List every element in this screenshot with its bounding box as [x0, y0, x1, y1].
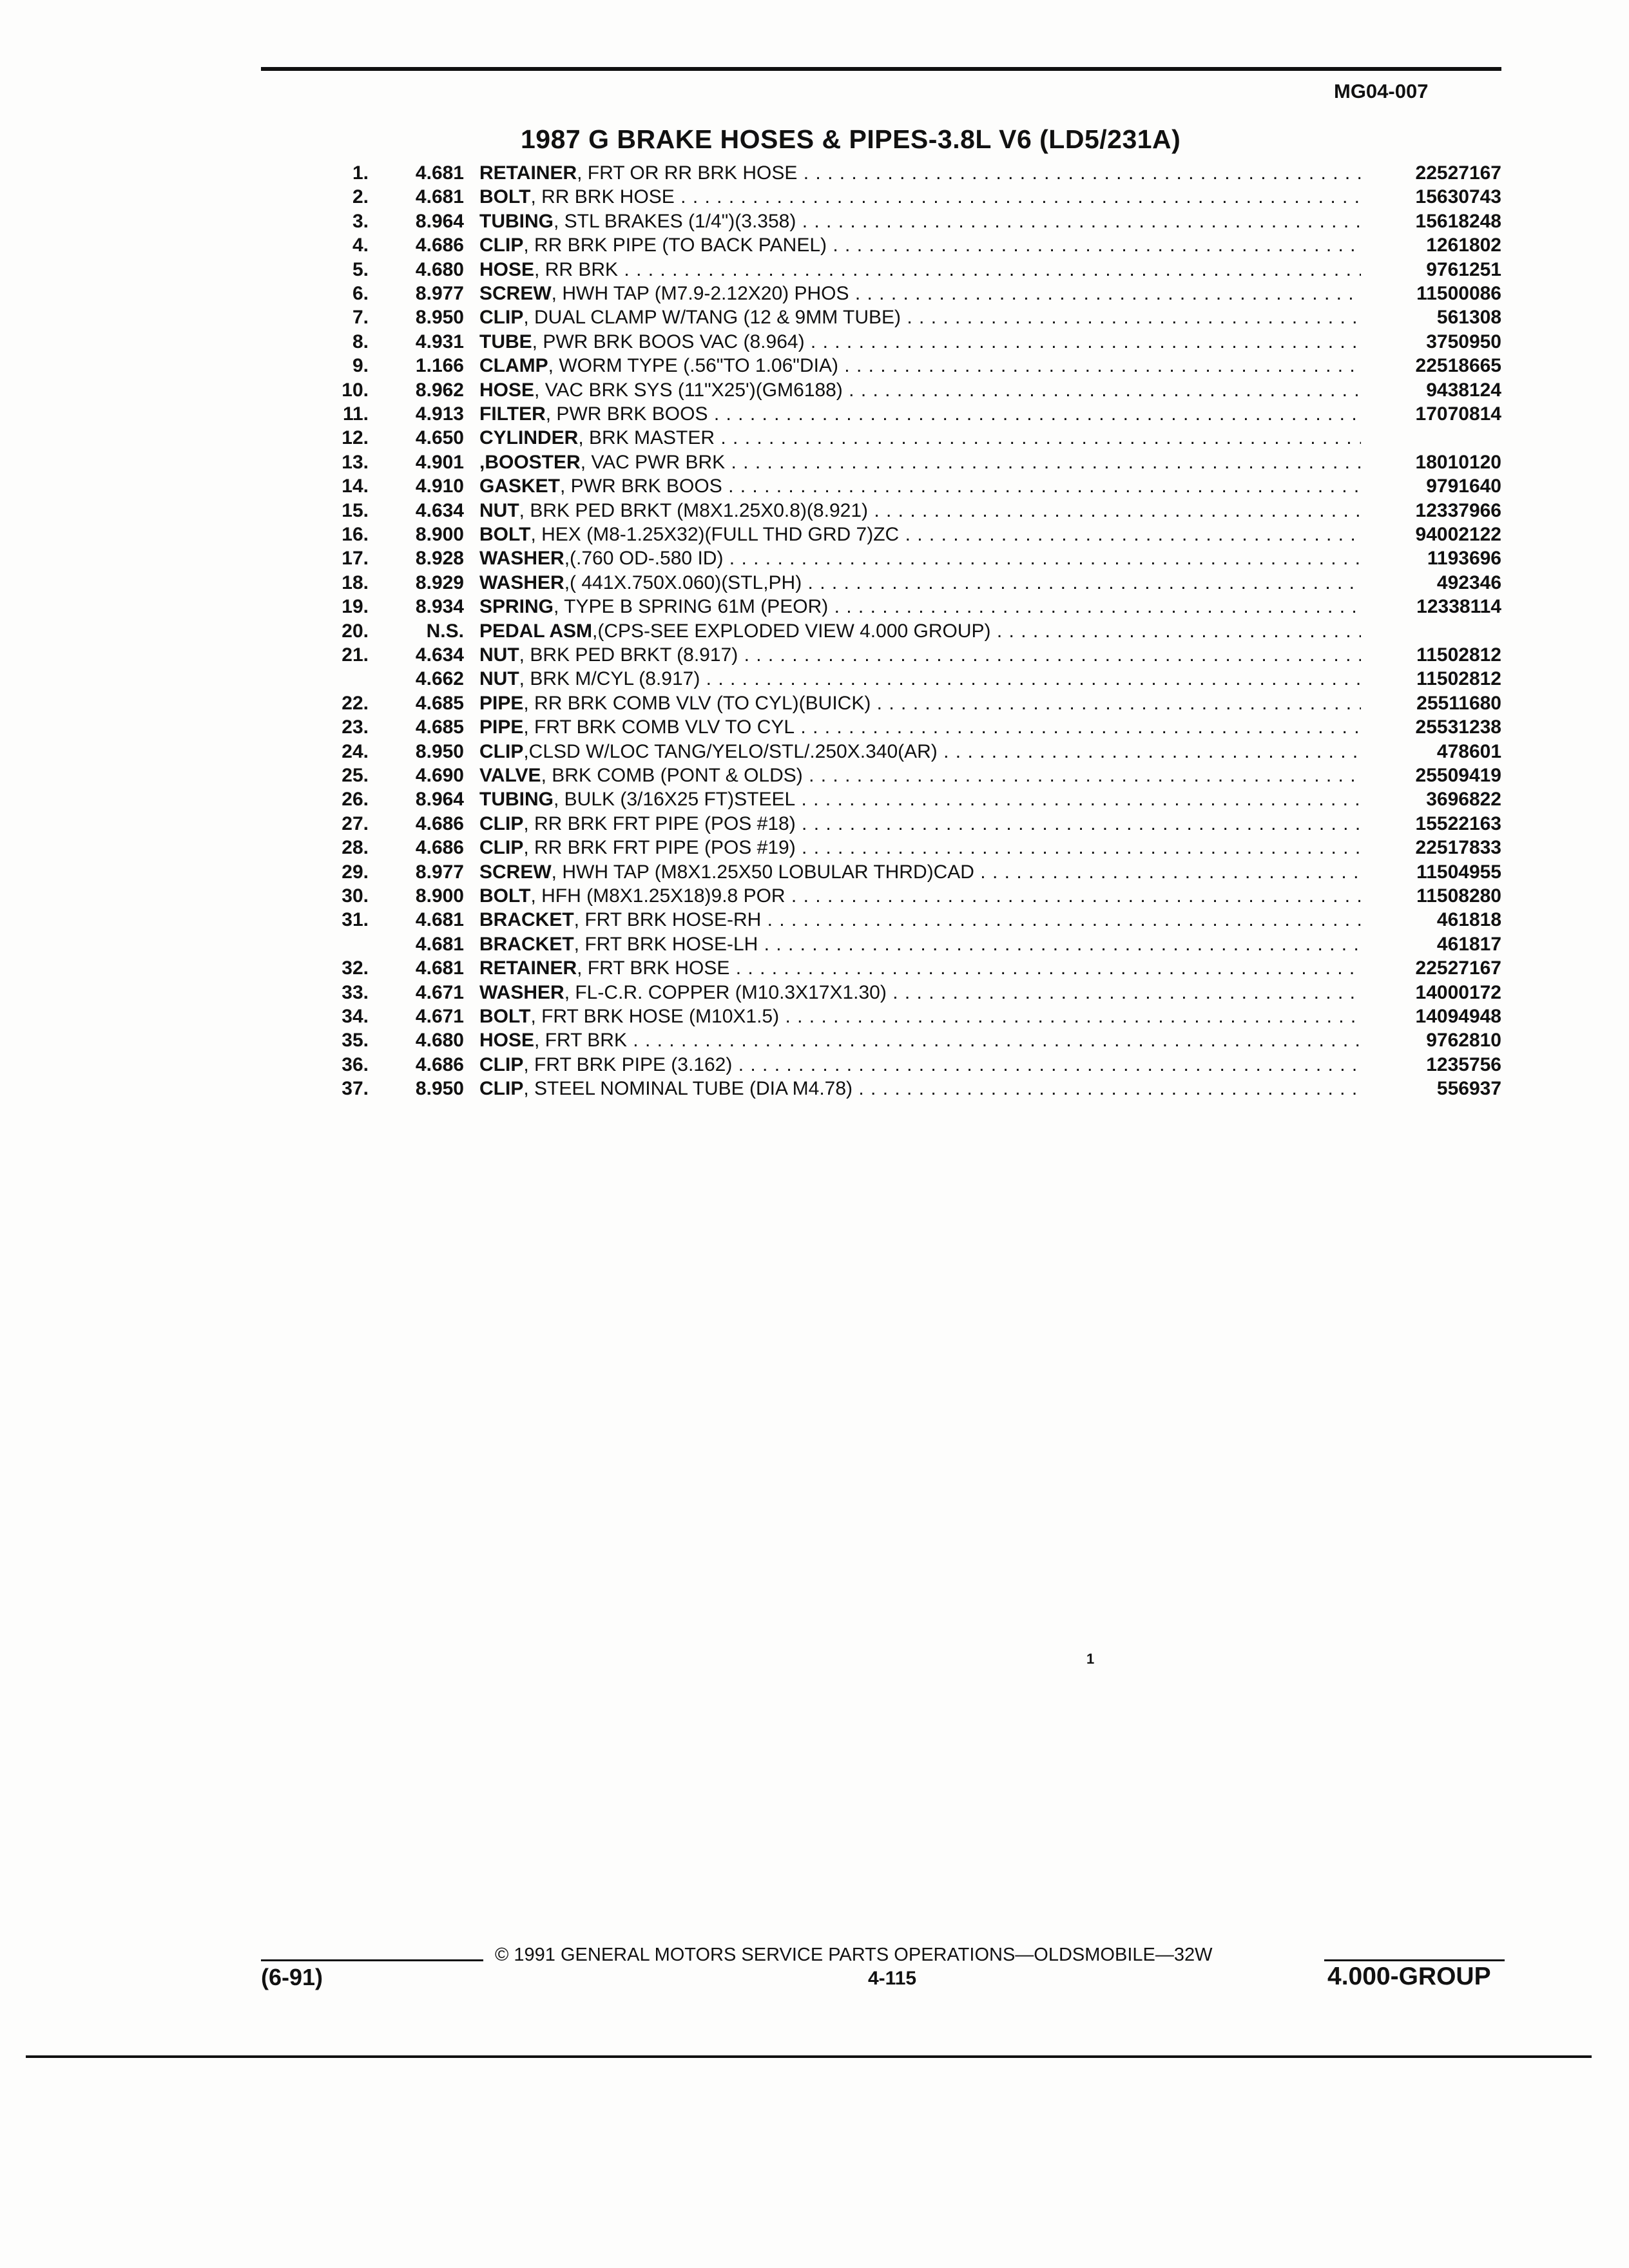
- part-name: CLIP: [479, 837, 524, 858]
- stray-mark: 1: [1086, 1651, 1095, 1667]
- part-number: 3750950: [1426, 331, 1501, 352]
- part-detail: , DUAL CLAMP W/TANG (12 & 9MM TUBE): [523, 307, 901, 328]
- part-row: [0, 764, 1629, 787]
- part-number: 556937: [1436, 1078, 1501, 1099]
- part-description: [479, 812, 1361, 836]
- footer-group: 4.000-GROUP: [1327, 1963, 1491, 1990]
- part-description: [479, 258, 1361, 282]
- part-item-number: 20.: [342, 620, 369, 642]
- part-group-code: 4.671: [415, 982, 464, 1003]
- part-description: [479, 354, 1361, 378]
- part-item-number: 33.: [342, 982, 369, 1003]
- part-row: [0, 1004, 1629, 1028]
- part-row: [0, 474, 1629, 498]
- part-item-number: 21.: [342, 644, 369, 666]
- part-item-number: 11.: [342, 403, 369, 425]
- part-row: [0, 1053, 1629, 1077]
- part-description: [479, 836, 1361, 860]
- part-detail: , RR BRK COMB VLV (TO CYL)(BUICK): [523, 693, 871, 714]
- part-detail: , HEX (M8-1.25X32)(FULL THD GRD 7)ZC: [530, 524, 900, 545]
- part-description: [479, 185, 1361, 209]
- part-group-code: 4.690: [415, 765, 464, 786]
- part-name: CYLINDER: [479, 427, 579, 448]
- footer-copyright: © 1991 GENERAL MOTORS SERVICE PARTS OPERATIONS—OLDSMOBILE—32W: [495, 1945, 1213, 1965]
- part-detail: , PWR BRK BOOS VAC (8.964): [532, 331, 805, 352]
- part-number: 12337966: [1415, 500, 1501, 521]
- part-row: [0, 305, 1629, 329]
- part-detail: , HWH TAP (M7.9-2.12X20) PHOS: [551, 283, 849, 304]
- part-number: 15522163: [1415, 813, 1501, 834]
- part-row: [0, 330, 1629, 354]
- part-group-code: 8.934: [415, 596, 464, 617]
- part-number: 478601: [1436, 741, 1501, 762]
- part-number: 11502812: [1416, 668, 1501, 689]
- part-row: [0, 812, 1629, 836]
- part-name: NUT: [479, 668, 519, 689]
- part-description: [479, 209, 1361, 233]
- part-row: [0, 185, 1629, 209]
- part-name: CLAMP: [479, 355, 548, 376]
- part-row: [0, 884, 1629, 908]
- part-group-code: 8.964: [415, 211, 464, 232]
- part-name: BOLT: [479, 524, 531, 545]
- part-number: 1235756: [1426, 1054, 1501, 1075]
- part-group-code: 4.671: [415, 1006, 464, 1027]
- part-item-number: 14.: [342, 476, 369, 497]
- part-name: GASKET: [479, 476, 561, 497]
- part-number: 3696822: [1426, 789, 1501, 810]
- part-group-code: 4.634: [415, 644, 464, 666]
- part-group-code: 4.913: [415, 403, 464, 425]
- part-description: [479, 1004, 1361, 1028]
- part-row: [0, 450, 1629, 474]
- part-item-number: 18.: [342, 572, 369, 593]
- part-name: VALVE: [479, 765, 541, 786]
- part-name: PIPE: [479, 693, 524, 714]
- part-detail: , FL-C.R. COPPER (M10.3X17X1.30): [564, 982, 887, 1003]
- part-item-number: 13.: [342, 452, 369, 473]
- part-group-code: 4.680: [415, 1030, 464, 1051]
- part-number: 14000172: [1415, 982, 1501, 1003]
- part-name: BRACKET: [479, 909, 574, 930]
- part-group-code: 4.662: [415, 668, 464, 689]
- part-item-number: 5.: [352, 259, 369, 280]
- part-group-code: 4.931: [415, 331, 464, 352]
- part-detail: , WORM TYPE (.56"TO 1.06"DIA): [548, 355, 838, 376]
- part-item-number: 17.: [342, 548, 369, 569]
- part-detail: ,CLSD W/LOC TANG/YELO/STL/.250X.340(AR): [523, 741, 938, 762]
- part-number: 14094948: [1415, 1006, 1501, 1027]
- part-row: [0, 740, 1629, 764]
- part-description: [479, 546, 1361, 570]
- footer-page-number: 4-115: [868, 1968, 917, 1989]
- part-number: 12338114: [1416, 596, 1501, 617]
- part-description: [479, 787, 1361, 811]
- part-detail: , FRT BRK HOSE: [577, 957, 730, 979]
- part-row: [0, 571, 1629, 595]
- part-name: CLIP: [479, 813, 524, 834]
- part-description: [479, 667, 1361, 691]
- part-number: 561308: [1436, 307, 1501, 328]
- part-description: [479, 956, 1361, 980]
- part-name: RETAINER: [479, 957, 577, 979]
- part-item-number: 7.: [352, 307, 369, 328]
- part-name: TUBE: [479, 331, 532, 352]
- footer-rule-left: [261, 1959, 483, 1961]
- part-name: ,BOOSTER: [479, 452, 581, 473]
- part-group-code: 4.685: [415, 716, 464, 738]
- footer-date: (6-91): [261, 1964, 323, 1990]
- part-item-number: 31.: [342, 909, 369, 930]
- part-description: [479, 282, 1361, 305]
- part-name: CLIP: [479, 1078, 524, 1099]
- part-item-number: 28.: [342, 837, 369, 858]
- part-description: [479, 523, 1361, 546]
- part-group-code: 8.977: [415, 861, 464, 883]
- part-row: [0, 354, 1629, 378]
- part-description: [479, 932, 1361, 956]
- part-row: [0, 715, 1629, 739]
- part-row: [0, 402, 1629, 426]
- part-row: [0, 499, 1629, 523]
- part-number: 22517833: [1415, 837, 1501, 858]
- part-row: [0, 643, 1629, 667]
- part-description: [479, 908, 1361, 932]
- part-detail: , PWR BRK BOOS: [560, 476, 722, 497]
- part-name: PIPE: [479, 716, 524, 738]
- part-description: [479, 305, 1361, 329]
- part-description: [479, 378, 1361, 402]
- part-detail: , RR BRK HOSE: [530, 186, 675, 207]
- part-name: WASHER: [479, 982, 564, 1003]
- part-description: [479, 499, 1361, 523]
- part-number: 15630743: [1415, 186, 1501, 207]
- part-description: [479, 691, 1361, 715]
- part-name: NUT: [479, 644, 519, 666]
- part-item-number: 25.: [342, 765, 369, 786]
- part-row: [0, 787, 1629, 811]
- part-name: BOLT: [479, 885, 531, 907]
- part-item-number: 2.: [352, 186, 369, 207]
- part-item-number: 3.: [352, 211, 369, 232]
- part-name: CLIP: [479, 741, 524, 762]
- part-row: [0, 523, 1629, 546]
- part-detail: ,(CPS-SEE EXPLODED VIEW 4.000 GROUP): [592, 620, 991, 642]
- part-description: [479, 1028, 1361, 1052]
- part-number: 22527167: [1415, 957, 1501, 979]
- part-number: 9762810: [1426, 1030, 1501, 1051]
- part-detail: , FRT BRK HOSE-RH: [574, 909, 762, 930]
- part-description: [479, 715, 1361, 739]
- part-row: [0, 378, 1629, 402]
- part-number: 11502812: [1416, 644, 1501, 666]
- part-name: SCREW: [479, 861, 552, 883]
- part-detail: , RR BRK PIPE (TO BACK PANEL): [523, 235, 827, 256]
- part-name: CLIP: [479, 235, 524, 256]
- part-item-number: 15.: [342, 500, 369, 521]
- part-row: [0, 619, 1629, 643]
- part-item-number: 36.: [342, 1054, 369, 1075]
- part-number: 9791640: [1426, 476, 1501, 497]
- part-row: [0, 161, 1629, 185]
- part-name: SPRING: [479, 596, 554, 617]
- part-number: 9438124: [1426, 380, 1501, 401]
- part-item-number: 22.: [342, 693, 369, 714]
- part-name: WASHER: [479, 548, 564, 569]
- part-number: 1261802: [1426, 235, 1501, 256]
- part-name: CLIP: [479, 1054, 524, 1075]
- part-description: [479, 1077, 1361, 1100]
- part-number: 25531238: [1415, 716, 1501, 738]
- part-group-code: 1.166: [415, 355, 464, 376]
- part-detail: ,(.760 OD-.580 ID): [564, 548, 724, 569]
- part-group-code: 4.910: [415, 476, 464, 497]
- part-number: 17070814: [1415, 403, 1501, 425]
- part-row: [0, 860, 1629, 884]
- part-number: 22518665: [1415, 355, 1501, 376]
- part-item-number: 27.: [342, 813, 369, 834]
- part-name: HOSE: [479, 1030, 535, 1051]
- part-row: [0, 908, 1629, 932]
- top-rule: [261, 67, 1501, 71]
- part-group-code: 4.680: [415, 259, 464, 280]
- part-item-number: 35.: [342, 1030, 369, 1051]
- part-detail: , STEEL NOMINAL TUBE (DIA M4.78): [523, 1078, 853, 1099]
- part-group-code: 4.686: [415, 837, 464, 858]
- part-name: FILTER: [479, 403, 546, 425]
- footer-rule-right: [1324, 1959, 1505, 1961]
- part-number: 94002122: [1415, 524, 1501, 545]
- part-group-code: 8.977: [415, 283, 464, 304]
- part-description: [479, 643, 1361, 667]
- part-number: 25511680: [1416, 693, 1501, 714]
- part-item-number: 24.: [342, 741, 369, 762]
- part-detail: , BRK PED BRKT (8.917): [519, 644, 738, 666]
- part-group-code: 4.685: [415, 693, 464, 714]
- part-number: 11500086: [1416, 283, 1501, 304]
- part-row: [0, 209, 1629, 233]
- part-row: [0, 258, 1629, 282]
- part-detail: , HWH TAP (M8X1.25X50 LOBULAR THRD)CAD: [551, 861, 974, 883]
- part-group-code: 4.686: [415, 235, 464, 256]
- part-detail: , RR BRK FRT PIPE (POS #18): [523, 813, 796, 834]
- part-item-number: 26.: [342, 789, 369, 810]
- part-detail: , FRT BRK HOSE (M10X1.5): [530, 1006, 780, 1027]
- part-group-code: 8.950: [415, 741, 464, 762]
- part-group-code: 4.681: [415, 957, 464, 979]
- part-name: WASHER: [479, 572, 564, 593]
- part-number: 461817: [1436, 934, 1501, 955]
- part-number: 15618248: [1415, 211, 1501, 232]
- part-number: 11508280: [1416, 885, 1501, 907]
- part-description: [479, 571, 1361, 595]
- part-name: BOLT: [479, 1006, 531, 1027]
- part-group-code: 4.634: [415, 500, 464, 521]
- part-detail: , STL BRAKES (1/4")(3.358): [554, 211, 796, 232]
- part-number: 11504955: [1416, 861, 1501, 883]
- part-detail: , PWR BRK BOOS: [545, 403, 708, 425]
- part-row: [0, 981, 1629, 1004]
- part-name: HOSE: [479, 259, 535, 280]
- part-detail: , BULK (3/16X25 FT)STEEL: [554, 789, 796, 810]
- part-row: [0, 282, 1629, 305]
- part-group-code: 4.650: [415, 427, 464, 448]
- part-item-number: 19.: [342, 596, 369, 617]
- part-description: [479, 595, 1361, 619]
- part-detail: , FRT BRK PIPE (3.162): [523, 1054, 733, 1075]
- part-group-code: 8.950: [415, 307, 464, 328]
- part-name: TUBING: [479, 789, 554, 810]
- part-name: TUBING: [479, 211, 554, 232]
- part-item-number: 29.: [342, 861, 369, 883]
- document-id: MG04-007: [1334, 80, 1429, 102]
- part-item-number: 10.: [342, 380, 369, 401]
- part-group-code: 4.681: [415, 162, 464, 184]
- part-name: BRACKET: [479, 934, 574, 955]
- part-description: [479, 233, 1361, 257]
- part-item-number: 23.: [342, 716, 369, 738]
- part-description: [479, 161, 1361, 185]
- part-name: SCREW: [479, 283, 552, 304]
- part-group-code: 4.681: [415, 909, 464, 930]
- part-detail: , FRT BRK: [534, 1030, 627, 1051]
- page-title: 1987 G BRAKE HOSES & PIPES-3.8L V6 (LD5/231A): [521, 124, 1181, 154]
- part-name: NUT: [479, 500, 519, 521]
- part-detail: , HFH (M8X1.25X18)9.8 POR: [530, 885, 786, 907]
- part-detail: , BRK M/CYL (8.917): [519, 668, 700, 689]
- part-description: [479, 402, 1361, 426]
- part-number: 492346: [1436, 572, 1501, 593]
- part-item-number: 16.: [342, 524, 369, 545]
- part-group-code: 8.900: [415, 524, 464, 545]
- part-detail: , BRK PED BRKT (M8X1.25X0.8)(8.921): [519, 500, 868, 521]
- part-description: [479, 884, 1361, 908]
- part-row: [0, 546, 1629, 570]
- part-description: [479, 1053, 1361, 1077]
- part-item-number: 34.: [342, 1006, 369, 1027]
- part-group-code: 4.686: [415, 813, 464, 834]
- part-group-code: 8.964: [415, 789, 464, 810]
- part-name: PEDAL ASM: [479, 620, 593, 642]
- part-row: [0, 667, 1629, 691]
- part-item-number: 30.: [342, 885, 369, 907]
- part-name: HOSE: [479, 380, 535, 401]
- part-group-code: 4.681: [415, 934, 464, 955]
- part-item-number: 12.: [342, 427, 369, 448]
- part-number: 9761251: [1426, 259, 1501, 280]
- part-description: [479, 981, 1361, 1004]
- part-number: 461818: [1436, 909, 1501, 930]
- part-detail: ,( 441X.750X.060)(STL,PH): [564, 572, 802, 593]
- part-item-number: 6.: [352, 283, 369, 304]
- part-detail: , VAC PWR BRK: [580, 452, 726, 473]
- part-group-code: 8.928: [415, 548, 464, 569]
- part-detail: , BRK COMB (PONT & OLDS): [541, 765, 803, 786]
- part-description: [479, 764, 1361, 787]
- part-description: [479, 619, 1361, 643]
- part-item-number: 37.: [342, 1078, 369, 1099]
- part-item-number: 8.: [352, 331, 369, 352]
- part-name: RETAINER: [479, 162, 577, 184]
- part-description: [479, 474, 1361, 498]
- part-description: [479, 860, 1361, 884]
- part-description: [479, 330, 1361, 354]
- part-detail: , FRT BRK HOSE-LH: [574, 934, 758, 955]
- part-group-code: 4.681: [415, 186, 464, 207]
- part-row: [0, 1028, 1629, 1052]
- part-row: [0, 956, 1629, 980]
- part-detail: , FRT OR RR BRK HOSE: [577, 162, 798, 184]
- part-row: [0, 1077, 1629, 1100]
- part-detail: , RR BRK: [534, 259, 619, 280]
- part-group-code: N.S.: [426, 620, 464, 642]
- bottom-rule: [26, 2055, 1592, 2058]
- part-description: [479, 450, 1361, 474]
- part-description: [479, 426, 1361, 450]
- part-row: [0, 691, 1629, 715]
- part-detail: , BRK MASTER: [578, 427, 715, 448]
- part-group-code: 4.901: [415, 452, 464, 473]
- part-detail: , TYPE B SPRING 61M (PEOR): [554, 596, 829, 617]
- part-row: [0, 595, 1629, 619]
- part-description: [479, 740, 1361, 764]
- part-row: [0, 836, 1629, 860]
- part-detail: , VAC BRK SYS (11"X25')(GM6188): [534, 380, 843, 401]
- part-detail: , RR BRK FRT PIPE (POS #19): [523, 837, 796, 858]
- part-group-code: 8.929: [415, 572, 464, 593]
- part-item-number: 1.: [352, 162, 369, 184]
- part-row: [0, 932, 1629, 956]
- part-number: 1193696: [1427, 548, 1501, 569]
- part-group-code: 8.900: [415, 885, 464, 907]
- part-item-number: 4.: [352, 235, 369, 256]
- part-name: BOLT: [479, 186, 531, 207]
- part-item-number: 32.: [342, 957, 369, 979]
- part-number: 22527167: [1415, 162, 1501, 184]
- part-number: 18010120: [1415, 452, 1501, 473]
- part-group-code: 4.686: [415, 1054, 464, 1075]
- part-number: 25509419: [1415, 765, 1501, 786]
- part-item-number: 9.: [352, 355, 369, 376]
- part-row: [0, 233, 1629, 257]
- part-detail: , FRT BRK COMB VLV TO CYL: [523, 716, 795, 738]
- part-name: CLIP: [479, 307, 524, 328]
- part-row: [0, 426, 1629, 450]
- part-group-code: 8.950: [415, 1078, 464, 1099]
- part-group-code: 8.962: [415, 380, 464, 401]
